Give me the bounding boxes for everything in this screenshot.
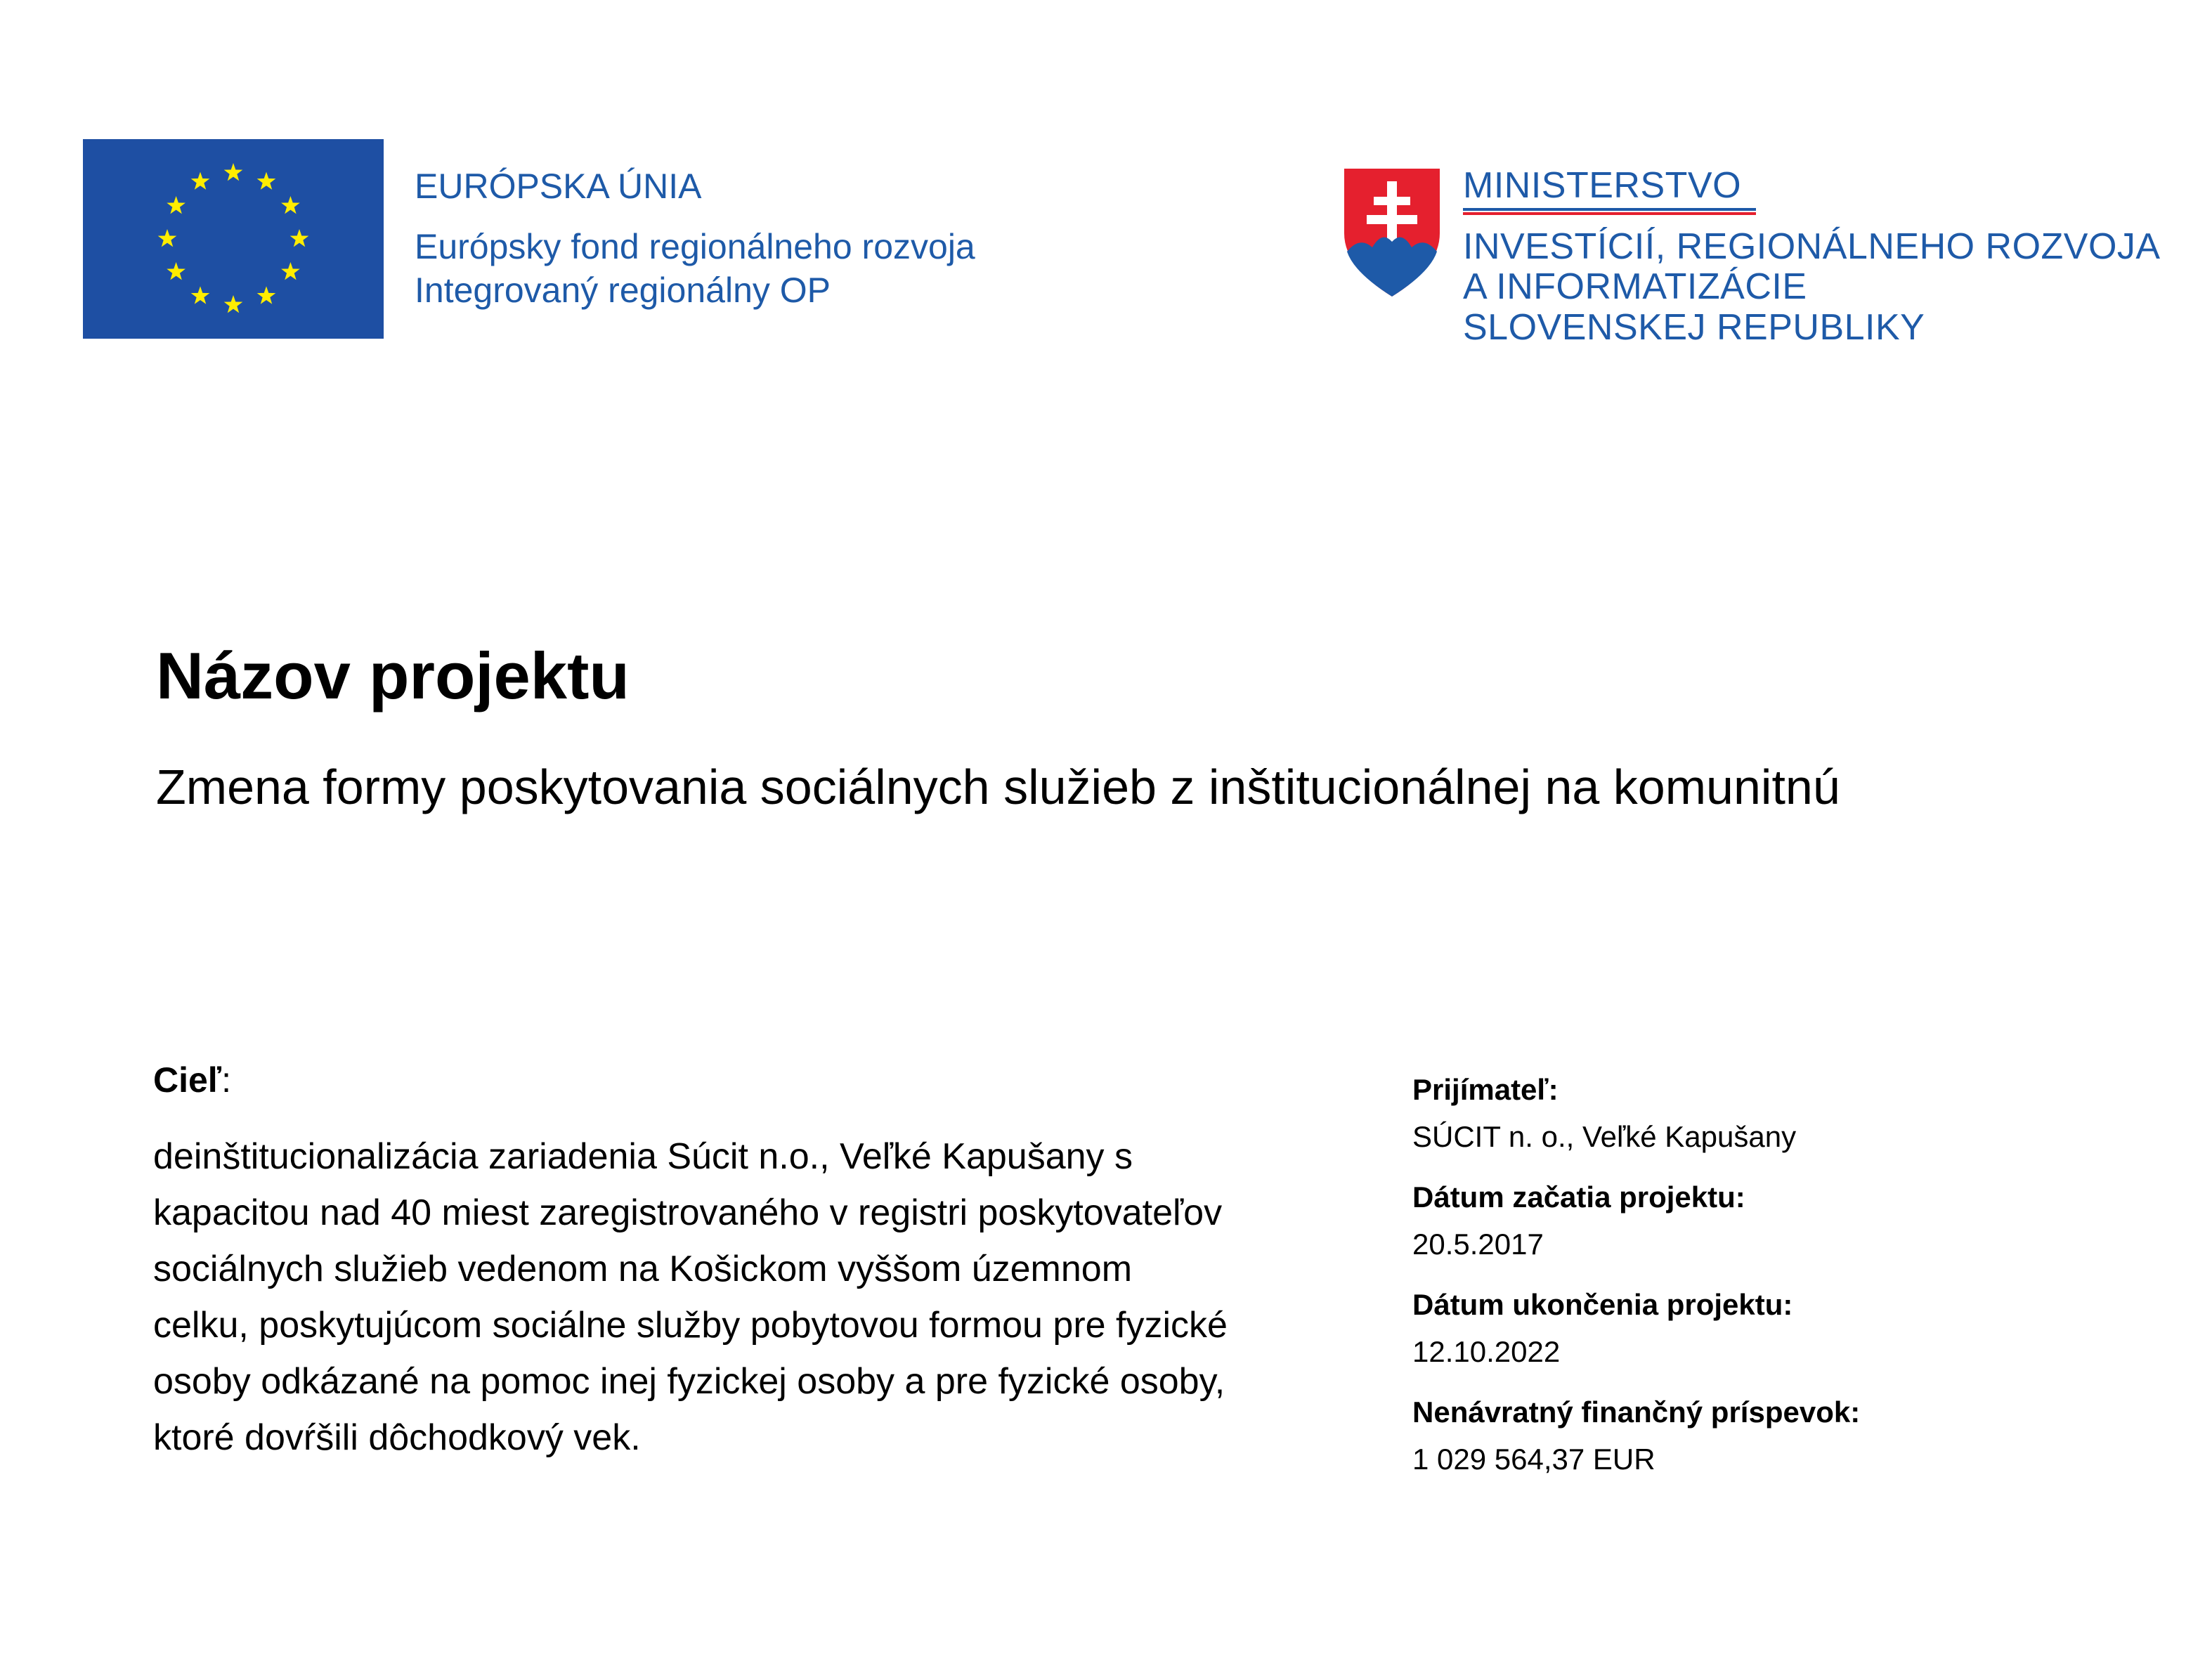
detail-value: 20.5.2017	[1412, 1228, 1544, 1261]
goal-heading	[153, 1062, 231, 1098]
detail-value: SÚCIT n. o., Veľké Kapušany	[1412, 1120, 1797, 1153]
project-title-label: Názov projektu	[156, 639, 630, 713]
project-name: Zmena formy poskytovania sociálnych služieb z inštitucionálnej na komunitnú	[156, 760, 1840, 814]
ministry-name-line3: SLOVENSKEJ REPUBLIKY	[1463, 307, 1925, 348]
eu-fund-name: Európsky fond regionálneho rozvoja	[415, 227, 975, 266]
detail-value: 12.10.2022	[1412, 1335, 1561, 1368]
detail-start-date	[1412, 1180, 2185, 1261]
detail-label: Prijímateľ:	[1412, 1073, 1559, 1106]
detail-value: 1 029 564,37 EUR	[1412, 1443, 1655, 1476]
slovak-coat-of-arms-icon	[1344, 169, 1440, 297]
eu-flag-logo	[83, 139, 384, 339]
eu-title: EURÓPSKA ÚNIA	[415, 167, 702, 206]
detail-label: Dátum ukončenia projektu:	[1412, 1288, 1793, 1321]
detail-grant-amount	[1412, 1395, 2185, 1476]
detail-label: Nenávratný finančný príspevok:	[1412, 1395, 1861, 1429]
eu-program-name: Integrovaný regionálny OP	[415, 271, 831, 310]
goal-colon: :	[221, 1060, 231, 1100]
detail-label: Dátum začatia projektu:	[1412, 1180, 1745, 1214]
ministry-rule-red	[1463, 212, 1756, 215]
ministry-name-line2: A INFORMATIZÁCIE	[1463, 266, 1807, 307]
ministry-rule-blue	[1463, 208, 1756, 211]
detail-end-date	[1412, 1290, 2185, 1367]
project-details	[1412, 1075, 2185, 1505]
goal-label: Cieľ	[153, 1060, 222, 1100]
detail-recipient	[1412, 1075, 2185, 1152]
goal-text: deinštitucionalizácia zariadenia Súcit n.o., Veľké Kapušany s kapacitou nad 40 miest zaregistrovaného v registri poskytovateľov sociálnych služieb vedenom na Košickom vyššom územnom celku, poskytujúcom sociálne služby pobytovou formou pre fyzické osoby odkázané na pomoc inej fyzickej osoby a pre fyzické osoby, ktoré dovŕšili dôchodkový vek.	[153, 1136, 1228, 1458]
ministry-title: MINISTERSTVO	[1463, 165, 1742, 206]
ministry-name-line1: INVESTÍCIÍ, REGIONÁLNEHO ROZVOJA	[1463, 226, 2161, 267]
